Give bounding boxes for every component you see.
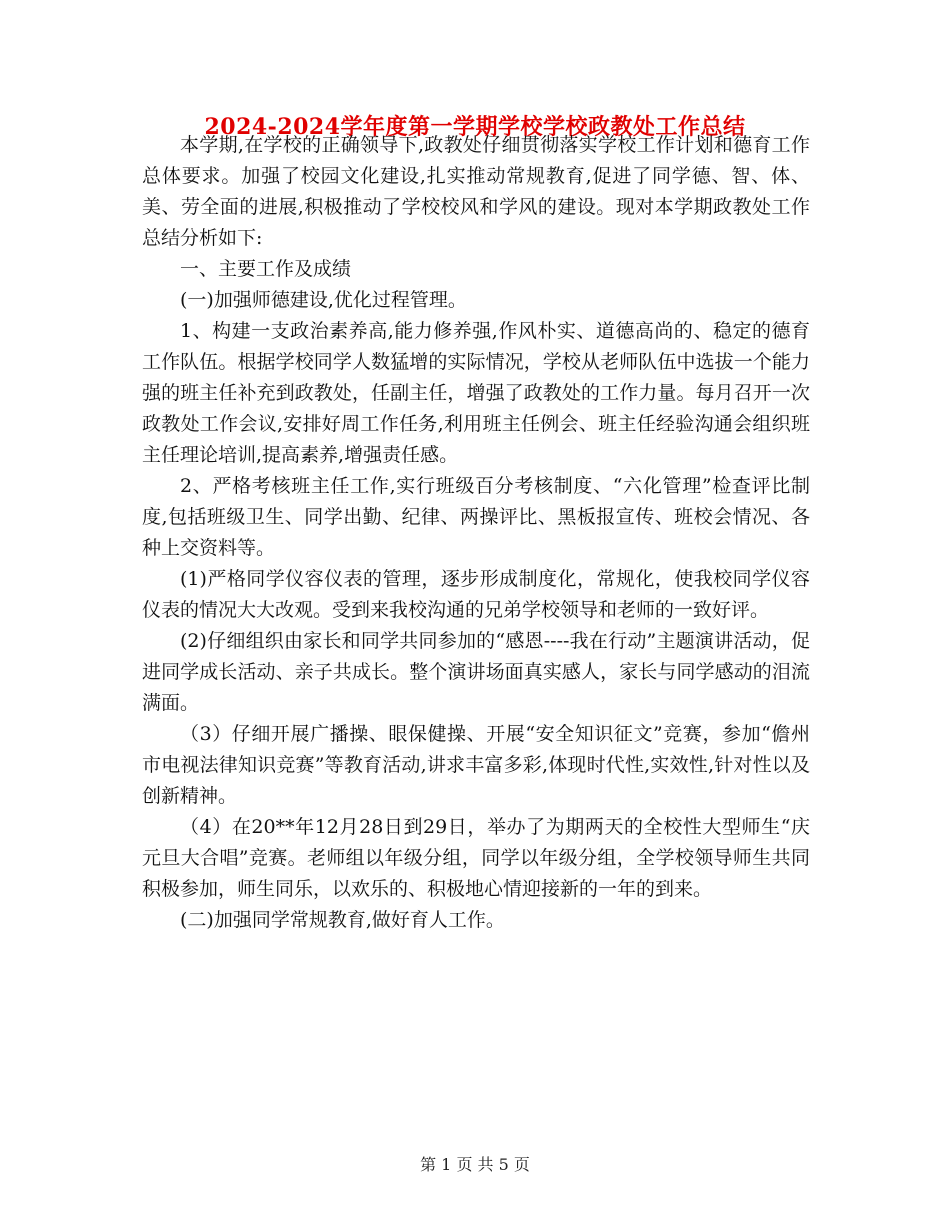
paragraph-item-2: 2、严格考核班主任工作,实行班级百分考核制度、“六化管理”检查评比制度,包括班级卫生、同学出勤、纪律、两操评比、黑板报宣传、班校会情况、各种上交资料等。 [142, 475, 810, 559]
subheading-teacher-ethics: (一)加强师德建设,优化过程管理。 [180, 289, 467, 311]
document-title: 2024-2024学年度第一学期学校学校政教处工作总结 [204, 114, 746, 140]
paragraph-item-1: 1、构建一支政治素养高,能力修养强,作风朴实、道德高尚的、稳定的德育工作队伍。根据学校同学人数猛增的实际情况，学校从老师队伍中选拔一个能力强的班主任补充到政教处，任副主任，增强了政教处的工作力量。每月召开一次政教处工作会议,安排好周工作任务,利用班主任例会、班主任经验沟通会组织班主任理论培训,提高素养,增强责任感。 [142, 320, 810, 466]
paragraph-intro: 本学期,在学校的正确领导下,政教处仔细贯彻落实学校工作计划和德育工作总体要求。加强了校园文化建设,扎实推动常规教育,促进了同学德、智、体、美、劳全面的进展,积极推动了学校校风和学风的建设。现对本学期政教处工作总结分析如下: [142, 134, 810, 249]
page-footer: 第 1 页 共 5 页 [420, 1155, 530, 1174]
paragraph-subitem-3: （3）仔细开展广播操、眼保健操、开展“安全知识征文”竞赛，参加“儋州市电视法律知识竞赛”等教育活动,讲求丰富多彩,体现时代性,实效性,针对性以及创新精神。 [142, 723, 810, 807]
paragraph-subitem-4: （4）在20**年12月28日到29日，举办了为期两天的全校性大型师生“庆元旦大合唱”竞赛。老师组以年级分组，同学以年级分组，全学校领导师生共同积极参加，师生同乐，以欢乐的、积极地心情迎接新的一年的到来。 [142, 816, 810, 900]
paragraph-subitem-1: (1)严格同学仪容仪表的管理，逐步形成制度化，常规化，使我校同学仪容仪表的情况大大改观。受到来我校沟通的兄弟学校领导和老师的一致好评。 [142, 568, 810, 621]
paragraph-subitem-2: (2)仔细组织由家长和同学共同参加的“感恩----我在行动”主题演讲活动，促进同学成长活动、亲子共成长。整个演讲场面真实感人，家长与同学感动的泪流满面。 [142, 630, 810, 714]
heading-main-work: 一、主要工作及成绩 [180, 258, 352, 280]
document-body [142, 130, 810, 936]
subheading-student-education: (二)加强同学常规教育,做好育人工作。 [180, 909, 505, 931]
